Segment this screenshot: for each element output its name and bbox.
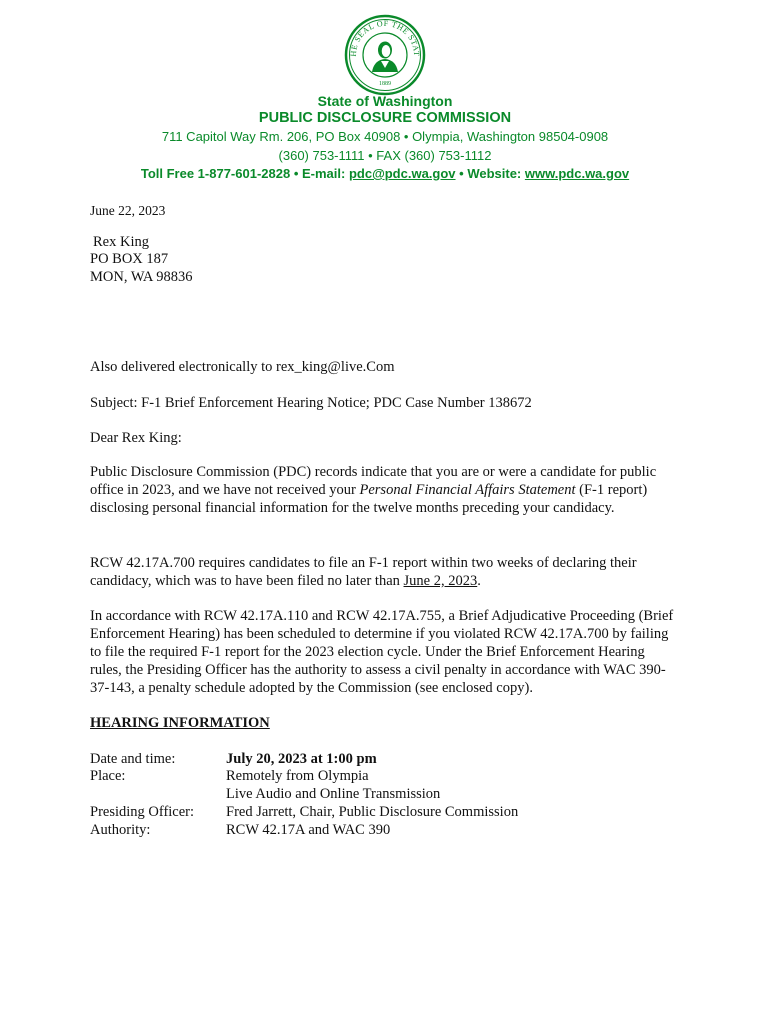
email-link[interactable]: pdc@pdc.wa.gov [348, 166, 456, 181]
agency-contact-line [0, 166, 770, 181]
recipient-address-line1: PO BOX 187 [90, 251, 169, 267]
report-title: Personal Financial Affairs Statement [359, 482, 576, 498]
paragraph-hearing-scheduled: In accordance with RCW 42.17A.110 and RCW 42.17A.755, a Brief Adjudicative Proceeding (Brief Enforcement Hearing) has been scheduled to determine if you violated RCW 42.17A.700 by failing to file the required F-1 report for the 2023 election cycle. Under the Brief Enforcement Hearing rules, the Presiding Officer has the authority to assess a civil penalty in accordance with WAC 390-37-143, a penalty schedule adopted by the Commission (see enclosed copy). [90, 608, 674, 696]
email-label: E-mail: [301, 166, 349, 181]
state-name: State of Washington [317, 93, 453, 109]
hearing-place-value: Remotely from Olympia [226, 768, 369, 784]
agency-name: PUBLIC DISCLOSURE COMMISSION [258, 110, 512, 126]
presiding-officer-label: Presiding Officer: [90, 804, 195, 820]
recipient-name: Rex King [93, 234, 149, 250]
toll-free-number: Toll Free 1-877-601-2828 [140, 166, 291, 181]
hearing-date-value: July 20, 2023 at 1:00 pm [226, 751, 377, 767]
svg-text:1889: 1889 [379, 81, 391, 87]
agency-phone: (360) 753-1111 • FAX (360) 753-1112 [278, 148, 492, 163]
paragraph-missing-report: Public Disclosure Commission (PDC) records indicate that you are or were a candidate for public office in 2023, and we have not received your Personal Financial Affairs Statement (F-1 report) disclosing personal financial information for the twelve months preceding your candidacy. [90, 464, 657, 516]
hearing-date-label: Date and time: [90, 751, 176, 767]
authority-label: Authority: [90, 822, 151, 838]
subject-line: Subject: F-1 Brief Enforcement Hearing Notice; PDC Case Number 138672 [90, 395, 532, 411]
hearing-info-heading: HEARING INFORMATION [90, 715, 270, 731]
website-label: Website: [467, 166, 525, 181]
separator-dot: • [455, 166, 468, 181]
recipient-address-line2: MON, WA 98836 [90, 269, 193, 285]
paragraph-filing-requirement: RCW 42.17A.700 requires candidates to file an F-1 report within two weeks of declaring their candidacy, which was to have been filed no later than June 2, 2023. [90, 555, 637, 589]
hearing-place-detail: Live Audio and Online Transmission [226, 786, 441, 802]
state-seal-logo [344, 14, 426, 96]
salutation: Dear Rex King: [90, 430, 182, 446]
due-date: June 2, 2023 [403, 573, 478, 589]
presiding-officer-value: Fred Jarrett, Chair, Public Disclosure Commission [226, 804, 519, 820]
delivery-note: Also delivered electronically to rex_king@live.Com [90, 359, 395, 375]
authority-value: RCW 42.17A and WAC 390 [226, 822, 391, 838]
agency-address: 711 Capitol Way Rm. 206, PO Box 40908 • Olympia, Washington 98504-0908 [161, 129, 609, 144]
svg-text:THE SEAL OF THE STATE: HE SEAL OF THE STAT [348, 18, 422, 57]
separator-dot: • [290, 166, 302, 181]
website-link[interactable]: www.pdc.wa.gov [524, 166, 630, 181]
letter-date: June 22, 2023 [90, 203, 166, 218]
hearing-place-label: Place: [90, 768, 126, 784]
